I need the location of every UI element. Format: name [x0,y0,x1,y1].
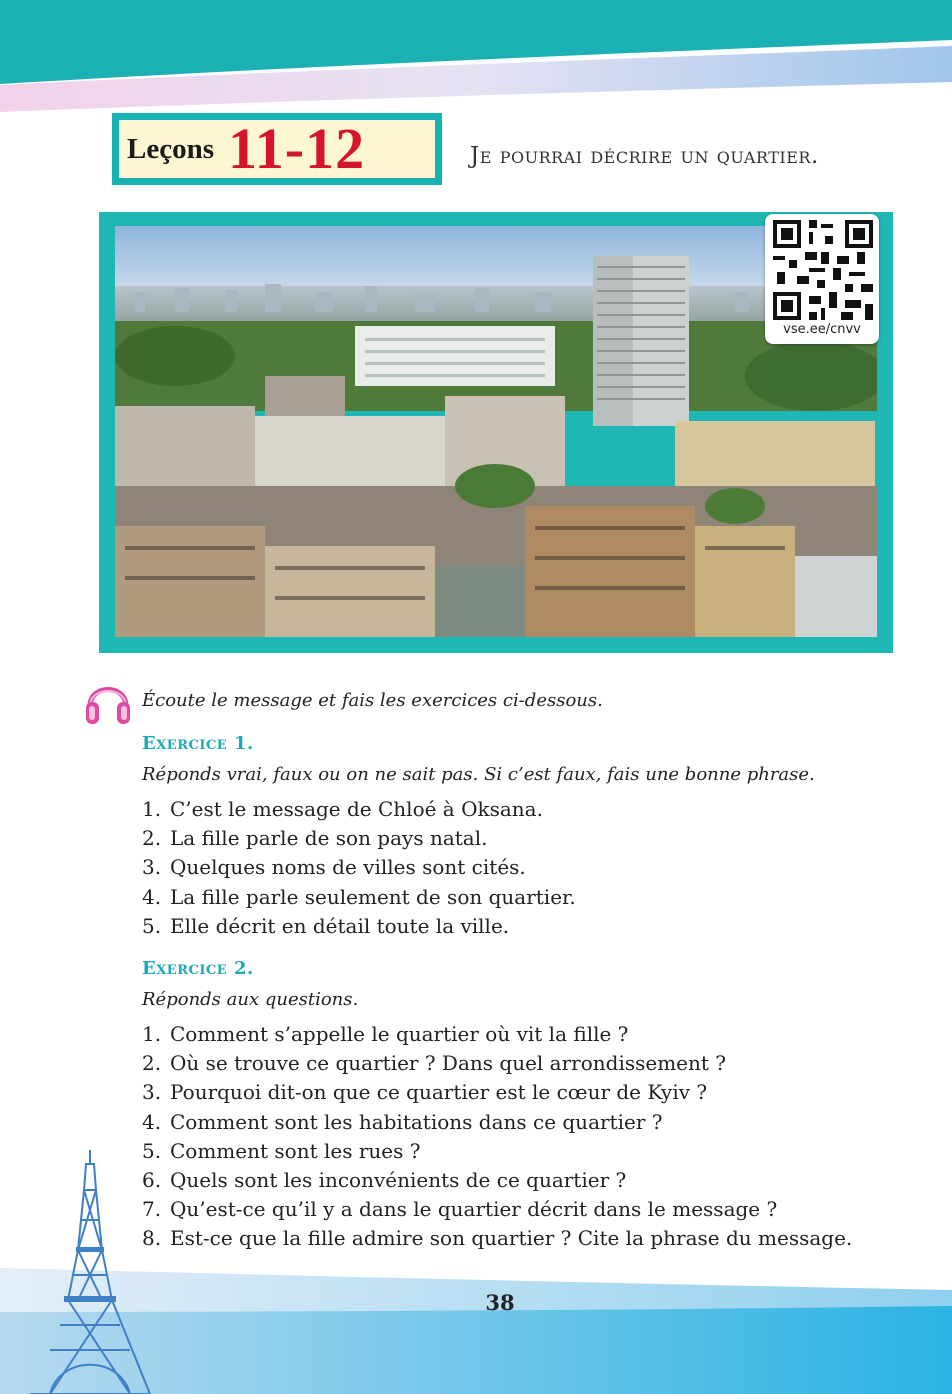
page-number: 38 [485,1290,515,1315]
item-text: La fille parle seulement de son quartier. [170,884,576,909]
list-item [142,1049,852,1078]
list-item [142,912,576,941]
item-number: 3. [142,855,162,880]
exercise-2-list [142,1020,852,1254]
list-item [142,1166,852,1195]
exercise-1-list [142,795,576,941]
item-number: 3. [142,1080,162,1105]
item-text: Comment sont les rues ? [170,1138,421,1163]
list-item [142,853,576,882]
list-item [142,1224,852,1253]
item-text: Elle décrit en détail toute la ville. [170,913,510,938]
item-number: 1. [142,797,162,821]
item-number: 6. [142,1168,162,1193]
list-item [142,1020,852,1049]
item-text: Quels sont les inconvénients de ce quartier ? [170,1168,627,1193]
item-number: 7. [142,1197,162,1222]
list-item [142,1108,852,1137]
list-item [142,883,576,912]
lesson-subtitle: Je pourrai décrire un quartier. [470,143,819,169]
list-item [142,795,576,824]
item-text: Comment sont les habitations dans ce quartier ? [170,1109,663,1134]
list-item [142,1195,852,1224]
item-number: 1. [142,1022,162,1046]
exercise-1-title: Exercice 1. [142,733,254,754]
item-text: Comment s’appelle le quartier où vit la fille ? [170,1022,629,1046]
exercise-2-title: Exercice 2. [142,958,254,979]
item-number: 4. [142,884,162,909]
item-number: 2. [142,826,162,851]
item-text: La fille parle de son pays natal. [170,826,488,851]
lesson-header-box [112,113,442,185]
item-number: 4. [142,1109,162,1134]
lesson-word: Leçons [127,132,214,165]
city-photo [115,226,877,637]
top-decorative-band [0,0,952,125]
qr-code-icon[interactable] [773,220,873,320]
item-text: Pourquoi dit-on que ce quartier est le cœur de Kyiv ? [170,1080,708,1105]
item-text: C’est le message de Chloé à Oksana. [170,797,543,821]
item-text: Qu’est-ce qu’il y a dans le quartier décrit dans le message ? [170,1197,778,1222]
list-item [142,1078,852,1107]
item-number: 5. [142,913,162,938]
item-number: 8. [142,1226,162,1251]
item-text: Où se trouve ce quartier ? Dans quel arrondissement ? [170,1051,726,1076]
item-number: 5. [142,1138,162,1163]
qr-code-card[interactable] [765,214,879,344]
list-item [142,1137,852,1166]
lesson-number: 11-12 [228,116,366,181]
listen-instruction: Écoute le message et fais les exercices ci-dessous. [142,690,603,711]
qr-link-text[interactable]: vse.ee/cnvv [783,322,861,337]
exercise-2-instruction: Réponds aux questions. [142,989,359,1010]
item-text: Est-ce que la fille admire son quartier ? Cite la phrase du message. [170,1226,853,1251]
exercise-1-instruction: Réponds vrai, faux ou on ne sait pas. Si c’est faux, fais une bonne phrase. [142,764,815,785]
headphones-icon [84,672,132,728]
item-text: Quelques noms de villes sont cités. [170,855,526,880]
item-number: 2. [142,1051,162,1076]
list-item [142,824,576,853]
eiffel-tower-icon [20,1150,160,1394]
lesson-header-inner [119,116,435,181]
